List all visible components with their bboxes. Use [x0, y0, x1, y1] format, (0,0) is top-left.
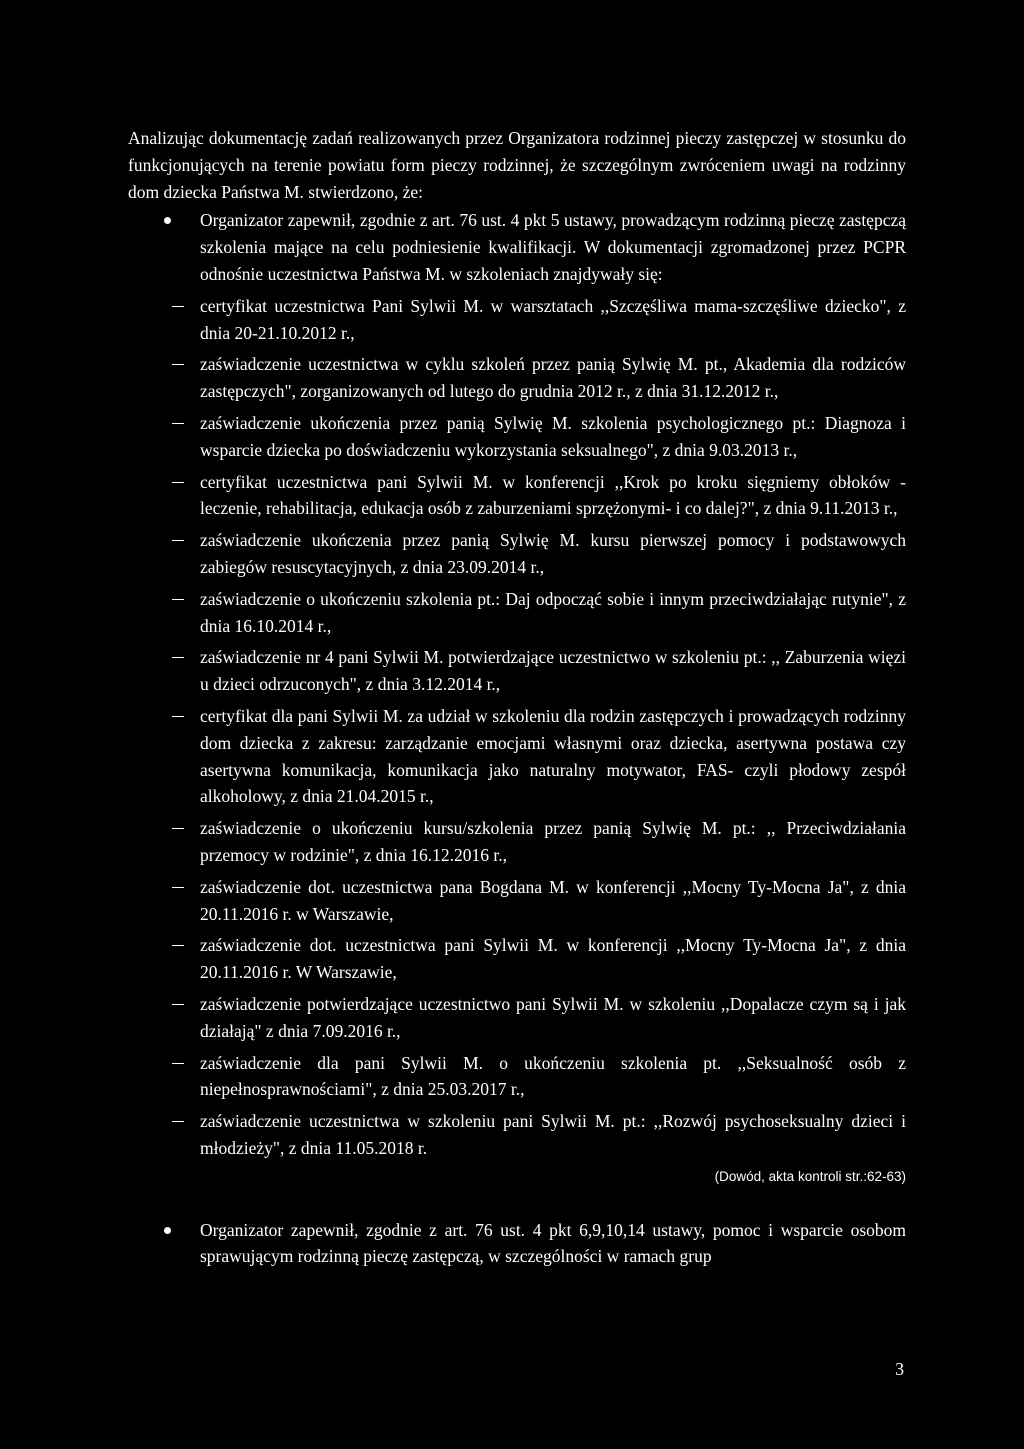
list-item [128, 815, 906, 869]
list-item-text: certyfikat dla pani Sylwii M. za udział w szkoleniu dla rodzin zastępczych i prowadzących rodzinny dom dziecka z zakresu: zarządzanie emocjami własnymi oraz dziecka, asertywna postawa czy asertywna komunikacja, komunikacja jako naturalny motywator, FAS- czyli płodowy zespół alkoholowy, z dnia 21.04.2015 r., [200, 705, 906, 807]
list-item-text: zaświadczenie ukończenia przez panią Sylwię M. szkolenia psychologicznego pt.: Diagnoza i wsparcie dziecka po doświadczeniu wykorzystania seksualnego", z dnia 9.03.2013 r., [200, 412, 906, 460]
list-item [128, 874, 906, 928]
training-list [128, 293, 906, 1162]
dash-icon [172, 1063, 184, 1064]
list-item-text: certyfikat uczestnictwa pani Sylwii M. w konferencji ,,Krok po kroku sięgniemy obłoków - leczenie, rehabilitacja, edukacja osób z zaburzeniami sprzężonymi- i co dalej?", z dnia 9.11.2013 r., [200, 471, 906, 519]
list-item [128, 1108, 906, 1162]
dash-icon [172, 945, 184, 946]
dash-icon [172, 540, 184, 541]
dash-icon [172, 423, 184, 424]
bullet-text-2: Organizator zapewnił, zgodnie z art. 76 ust. 4 pkt 6,9,10,14 ustawy, pomoc i wsparcie osobom sprawującym rodzinną pieczę zastępczą, w szczególności w ramach grup [200, 1219, 906, 1267]
dash-icon [172, 1004, 184, 1005]
dash-icon [172, 828, 184, 829]
dash-icon [172, 482, 184, 483]
list-item-text: zaświadczenie uczestnictwa w cyklu szkoleń przez panią Sylwię M. pt., Akademia dla rodziców zastępczych", zorganizowanych od lutego do grudnia 2012 r., z dnia 31.12.2012 r., [200, 354, 906, 402]
list-item-text: zaświadczenie dot. uczestnictwa pana Bogdana M. w konferencji ,,Mocny Ty-Mocna Ja", z dnia 20.11.2016 r. w Warszawie, [200, 876, 906, 924]
list-item [128, 469, 906, 523]
dash-icon [172, 306, 184, 307]
list-item-text: zaświadczenie uczestnictwa w szkoleniu pani Sylwii M. pt.: ,,Rozwój psychoseksualny dzieci i młodzieży", z dnia 11.05.2018 r. [200, 1111, 906, 1158]
bullet-item-1 [128, 207, 906, 1186]
bullet-dot-icon [164, 217, 171, 224]
bullet-list [128, 207, 906, 1270]
list-item [128, 1050, 906, 1104]
dash-icon [172, 599, 184, 600]
list-item [128, 527, 906, 581]
list-item-text: zaświadczenie dot. uczestnictwa pani Sylwii M. w konferencji ,,Mocny Ty-Mocna Ja", z dnia 20.11.2016 r. W Warszawie, [200, 935, 906, 983]
dash-icon [172, 887, 184, 888]
dash-icon [172, 716, 184, 717]
list-item [128, 410, 906, 464]
dash-icon [172, 364, 184, 365]
list-item [128, 991, 906, 1045]
list-item-text: zaświadczenie ukończenia przez panią Sylwię M. kursu pierwszej pomocy i podstawowych zabiegów resuscytacyjnych, z dnia 23.09.2014 r., [200, 530, 906, 577]
list-item [128, 351, 906, 405]
list-item [128, 932, 906, 986]
list-item-text: zaświadczenie nr 4 pani Sylwii M. potwierdzające uczestnictwo w szkoleniu pt.: ,, Zaburzenia więzi u dzieci odrzuconych", z dnia 3.12.2014 r., [200, 647, 906, 695]
bullet-text-1: Organizator zapewnił, zgodnie z art. 76 ust. 4 pkt 5 ustawy, prowadzącym rodzinną pieczę zastępczą szkolenia mające na celu podniesienie kwalifikacji. W dokumentacji zgromadzonej przez PCPR odnośnie uczestnictwa Państwa M. w szkoleniach znajdywały się: [200, 210, 906, 284]
list-item [128, 703, 906, 810]
dash-icon [172, 1121, 184, 1122]
list-item [128, 293, 906, 347]
intro-paragraph: Analizując dokumentację zadań realizowanych przez Organizatora rodzinnej pieczy zastępczej w stosunku do funkcjonujących na terenie powiatu form pieczy rodzinnej, że szczególnym zwróceniem uwagi na rodzinny dom dziecka Państwa M. stwierdzono, że: [128, 128, 906, 202]
list-item-text: zaświadczenie dla pani Sylwii M. o ukończeniu szkolenia pt. ,,Seksualność osób z niepełnosprawnościami", z dnia 25.03.2017 r., [200, 1052, 906, 1100]
list-item-text: zaświadczenie potwierdzające uczestnictwo pani Sylwii M. w szkoleniu ,,Dopalacze czym są i jak działają" z dnia 7.09.2016 r., [200, 993, 906, 1041]
evidence-note: (Dowód, akta kontroli str.:62-63) [714, 1168, 906, 1184]
page-number: 3 [895, 1359, 904, 1379]
document-body [128, 125, 906, 1270]
list-item-text: zaświadczenie o ukończeniu szkolenia pt.: Daj odpocząć sobie i innym przeciwdziałając rutynie", z dnia 16.10.2014 r., [200, 588, 906, 636]
list-item [128, 644, 906, 698]
list-item [128, 586, 906, 640]
bullet-item-2 [128, 1217, 906, 1271]
bullet-dot-icon [164, 1227, 171, 1234]
list-item-text: zaświadczenie o ukończeniu kursu/szkolenia przez panią Sylwię M. pt.: ,, Przeciwdziałania przemocy w rodzinie", z dnia 16.12.2016 r., [200, 818, 906, 865]
list-item-text: certyfikat uczestnictwa Pani Sylwii M. w warsztatach ,,Szczęśliwa mama-szczęśliwe dziecko", z dnia 20-21.10.2012 r., [200, 295, 906, 343]
dash-icon [172, 657, 184, 658]
